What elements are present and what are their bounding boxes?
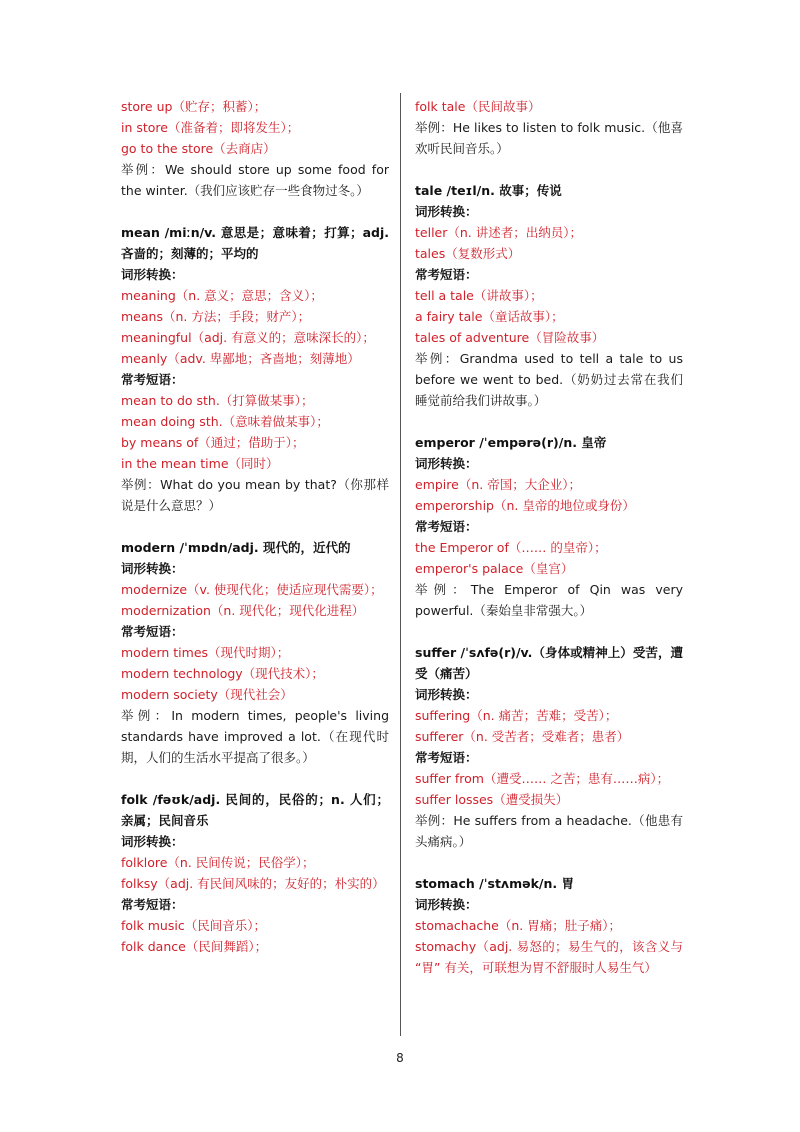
word-form-item: tell a tale（讲故事）；: [415, 288, 543, 303]
example-sentence: 举例：Grandma used to tell a tale to us before we went to bed.（奶奶过去常在我们睡觉前给我们讲故事。）: [415, 351, 683, 408]
section-label: 词形转换：: [121, 267, 184, 282]
word-form-item: meaningful（adj. 有意义的；意味深长的）；: [121, 330, 375, 345]
entry-spacer: [121, 516, 389, 537]
entry-spacer: [415, 411, 683, 432]
section-label: 词形转换：: [121, 561, 184, 576]
section-label: 常考短语：: [121, 372, 184, 387]
word-form-item: modern society（现代社会）: [121, 687, 293, 702]
word-form-item: folklore（n. 民间传说；民俗学）；: [121, 855, 315, 870]
example-sentence: 举例：He suffers from a headache.（他患有头痛病。）: [415, 813, 683, 849]
page-number: 8: [396, 1051, 404, 1065]
word-form-item: stomachy（adj. 易怒的；易生气的，该含义与 “胃” 有关，可联想为胃不舒服时人易生气）: [415, 939, 683, 975]
word-form-item: suffering（n. 痛苦；苦难；受苦）；: [415, 708, 618, 723]
word-form-item: folk music（民间音乐）；: [121, 918, 266, 933]
section-label: 常考短语：: [415, 750, 478, 765]
entry-spacer: [415, 852, 683, 873]
word-form-item: tales（复数形式）: [415, 246, 521, 261]
word-form-item: emperor's palace（皇宫）: [415, 561, 574, 576]
word-form-item: in store（准备着；即将发生）；: [121, 120, 300, 135]
entry-headword: tale /teɪl/n. 故事；传说: [415, 183, 562, 198]
word-form-item: suffer losses（遭受损失）: [415, 792, 569, 807]
entry-spacer: [121, 768, 389, 789]
entry-headword: modern /ˈmɒdn/adj. 现代的，近代的: [121, 540, 351, 555]
word-form-item: mean to do sth.（打算做某事）；: [121, 393, 314, 408]
word-form-item: the Emperor of（…… 的皇帝）；: [415, 540, 607, 555]
word-form-item: by means of（通过；借助于）；: [121, 435, 305, 450]
word-form-item: tales of adventure（冒险故事）: [415, 330, 605, 345]
word-form-item: meanly（adv. 卑鄙地；吝啬地；刻薄地）: [121, 351, 360, 366]
example-sentence: 举例：The Emperor of Qin was very powerful.（秦始皇非常强大。）: [415, 582, 683, 618]
entry-headword: emperor /ˈempərə(r)/n. 皇帝: [415, 435, 607, 450]
entry-spacer: [415, 621, 683, 642]
section-label: 词形转换：: [415, 897, 478, 912]
word-form-item: folk dance（民间舞蹈）；: [121, 939, 268, 954]
section-label: 常考短语：: [415, 267, 478, 282]
entry-headword: folk /fəʊk/adj. 民间的，民俗的；n. 人们；亲属；民间音乐: [121, 792, 389, 828]
word-form-item: in the mean time（同时）: [121, 456, 279, 471]
word-form-item: emperorship（n. 皇帝的地位或身份）: [415, 498, 635, 513]
word-form-item: means（n. 方法；手段；财产）；: [121, 309, 311, 324]
word-form-item: mean doing sth.（意味着做某事）；: [121, 414, 329, 429]
word-form-item: meaning（n. 意义；意思；含义）；: [121, 288, 323, 303]
section-label: 词形转换：: [415, 204, 478, 219]
word-form-item: modernization（n. 现代化；现代化进程）: [121, 603, 365, 618]
word-form-item: a fairy tale（童话故事）；: [415, 309, 564, 324]
word-form-item: stomachache（n. 胃痛；肚子痛）；: [415, 918, 621, 933]
word-form-item: folksy（adj. 有民间风味的；友好的；朴实的）: [121, 876, 385, 891]
entry-headword: mean /miːn/v. 意思是；意味着；打算；adj. 吝啬的；刻薄的；平均的: [121, 225, 389, 261]
left-column: [121, 96, 389, 957]
word-form-item: modernize（v. 使现代化；使适应现代需要）；: [121, 582, 383, 597]
word-form-item: modern times（现代时期）；: [121, 645, 290, 660]
section-label: 词形转换：: [121, 834, 184, 849]
word-form-item: sufferer（n. 受苦者；受难者；患者）: [415, 729, 630, 744]
word-form-item: empire（n. 帝国；大企业）；: [415, 477, 581, 492]
word-form-item: modern technology（现代技术）；: [121, 666, 324, 681]
section-label: 常考短语：: [121, 897, 184, 912]
example-sentence: 举例：In modern times, people's living standards have improved a lot.（在现代时期，人们的生活水平提高了很多。）: [121, 708, 389, 765]
example-sentence: 举例：We should store up some food for the winter.（我们应该贮存一些食物过冬。）: [121, 162, 389, 198]
entry-spacer: [415, 159, 683, 180]
entry-headword: stomach /ˈstʌmək/n. 胃: [415, 876, 574, 891]
word-form-item: teller（n. 讲述者；出纳员）；: [415, 225, 582, 240]
section-label: 词形转换：: [415, 456, 478, 471]
word-form-item: go to the store（去商店）: [121, 141, 276, 156]
column-divider: [400, 93, 401, 1036]
section-label: 常考短语：: [121, 624, 184, 639]
example-sentence: 举例：He likes to listen to folk music.（他喜欢听民间音乐。）: [415, 120, 683, 156]
example-sentence: 举例：What do you mean by that?（你那样说是什么意思？）: [121, 477, 389, 513]
word-form-item: store up（贮存；积蓄）；: [121, 99, 267, 114]
section-label: 词形转换：: [415, 687, 478, 702]
word-form-item: suffer from（遭受…… 之苦；患有……病）；: [415, 771, 670, 786]
section-label: 常考短语：: [415, 519, 478, 534]
entry-headword: suffer /ˈsʌfə(r)/v.（身体或精神上）受苦，遭受（痛苦）: [415, 645, 683, 681]
entry-spacer: [121, 201, 389, 222]
right-column: [415, 96, 683, 978]
word-form-item: folk tale（民间故事）: [415, 99, 541, 114]
